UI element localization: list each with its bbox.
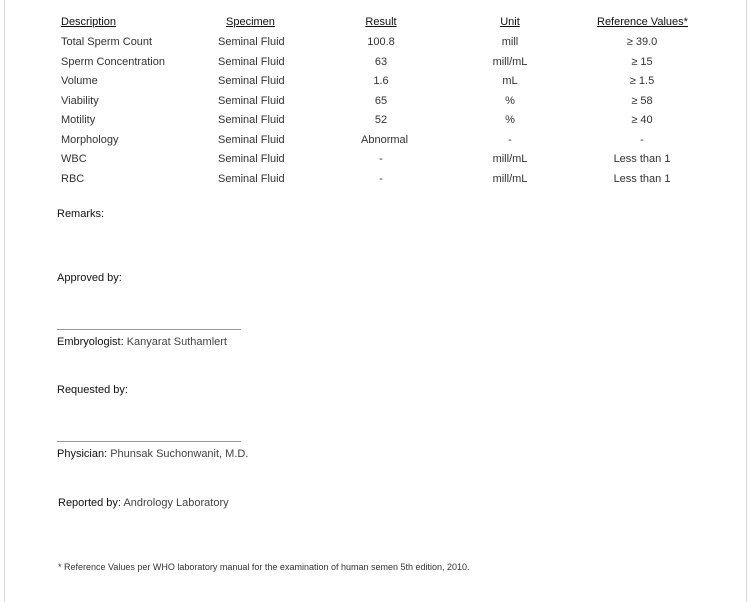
row-unit: mill/mL: [492, 172, 528, 185]
remarks-label: Remarks:: [57, 208, 105, 220]
row-reference: Less than 1: [613, 172, 671, 185]
row-unit: mill: [501, 36, 519, 48]
row-reference: ≥ 1.5: [629, 75, 655, 87]
row-result: 65: [374, 94, 388, 107]
row-description: Motility: [61, 114, 96, 126]
row-description: Viability: [61, 94, 99, 107]
row-unit: -: [508, 133, 512, 146]
row-description: RBC: [61, 172, 85, 185]
header-description: Description: [61, 16, 117, 28]
row-reference: Less than 1: [613, 153, 671, 165]
row-specimen: Seminal Fluid: [218, 36, 285, 48]
row-description: Sperm Concentration: [61, 55, 165, 68]
row-specimen: Seminal Fluid: [218, 75, 285, 87]
row-description: Morphology: [61, 133, 119, 146]
row-description: WBC: [61, 153, 87, 165]
row-unit: %: [505, 94, 515, 107]
row-specimen: Seminal Fluid: [218, 114, 285, 126]
row-result: 1.6: [373, 75, 389, 87]
header-reference: Reference Values*: [597, 16, 688, 28]
row-unit: mL: [502, 75, 518, 87]
row-reference: ≥ 40: [631, 114, 653, 126]
row-specimen: Seminal Fluid: [218, 55, 285, 68]
row-specimen: Seminal Fluid: [218, 172, 285, 185]
row-result: 100.8: [367, 36, 395, 48]
row-specimen: Seminal Fluid: [218, 94, 285, 107]
row-unit: mill/mL: [492, 153, 528, 165]
row-result: 63: [374, 55, 388, 68]
embryologist-name: Kanyarat Suthamlert: [126, 336, 227, 348]
row-unit: %: [505, 114, 515, 126]
row-reference: ≥ 39.0: [626, 36, 658, 48]
physician-signature-line: [57, 441, 241, 442]
row-reference: ≥ 58: [631, 94, 653, 107]
header-specimen: Specimen: [226, 16, 275, 28]
row-specimen: Seminal Fluid: [218, 153, 285, 165]
row-description: Volume: [61, 75, 98, 87]
report-page: [4, 0, 747, 602]
row-result: -: [379, 172, 383, 185]
row-specimen: Seminal Fluid: [218, 133, 285, 146]
footnote: * Reference Values per WHO laboratory manual for the examination of human semen 5th edition, 2010.: [58, 562, 470, 572]
physician-label: Physician:: [57, 448, 108, 460]
reported-label: Reported by:: [58, 497, 121, 509]
row-reference: -: [640, 133, 644, 146]
row-result: 52: [374, 114, 388, 126]
row-result: Abnormal: [361, 133, 409, 146]
row-description: Total Sperm Count: [61, 36, 153, 48]
embryologist-label: Embryologist:: [57, 336, 124, 348]
physician-name: Phunsak Suchonwanit, M.D.: [110, 448, 249, 460]
embryologist-signature-line: [57, 329, 241, 330]
header-unit: Unit: [500, 16, 520, 28]
requested-label: Requested by:: [57, 384, 128, 396]
approved-label: Approved by:: [57, 272, 122, 284]
row-unit: mill/mL: [492, 55, 528, 68]
physician-line: [57, 448, 248, 460]
reported-line: [58, 497, 229, 509]
embryologist-line: [57, 336, 227, 348]
reported-name: Andrology Laboratory: [123, 497, 229, 509]
header-result: Result: [365, 16, 397, 28]
row-result: -: [379, 153, 383, 165]
row-reference: ≥ 15: [631, 55, 653, 68]
